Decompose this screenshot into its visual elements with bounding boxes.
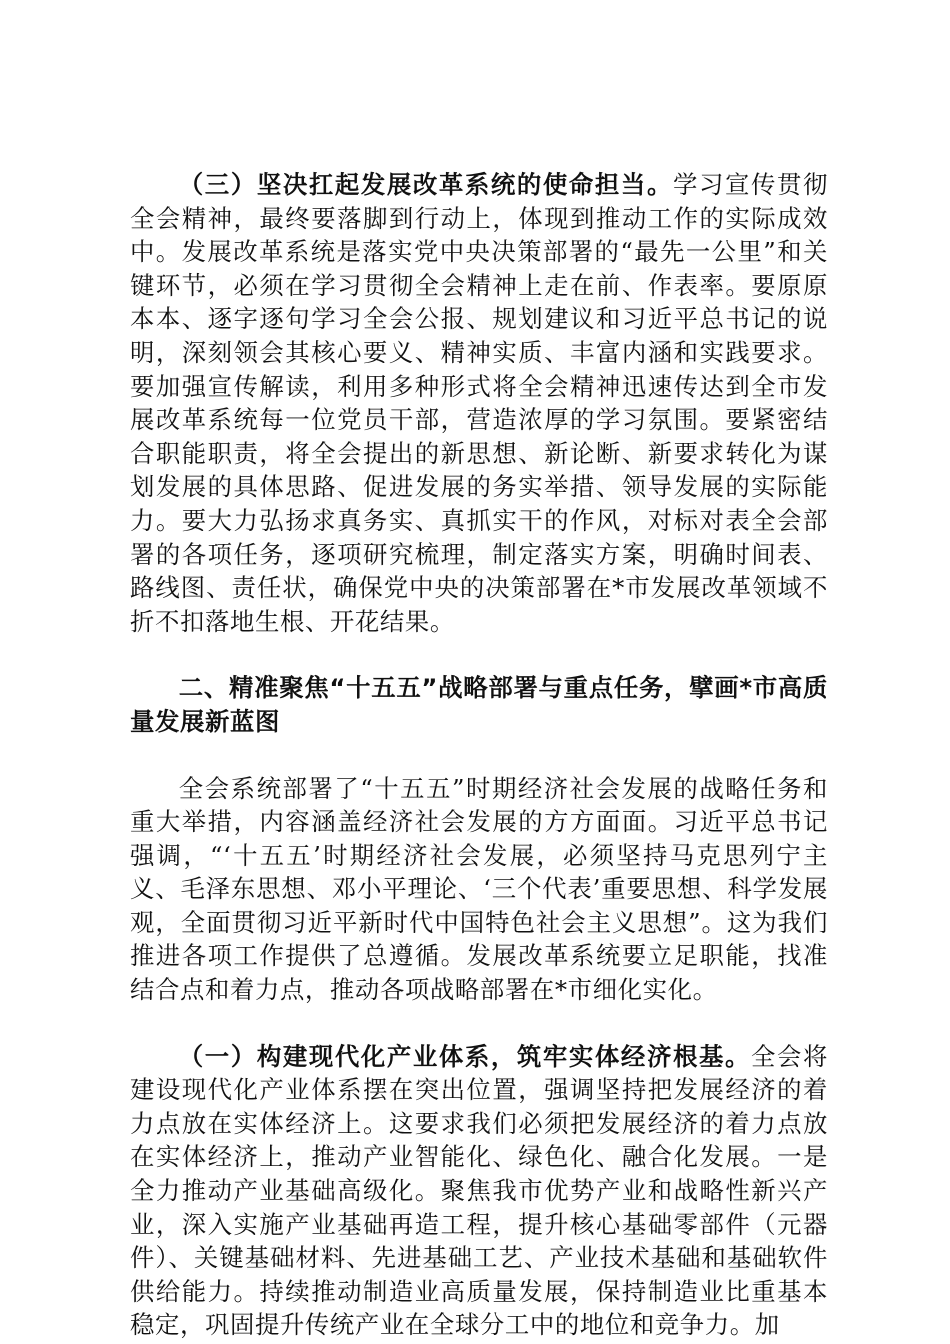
paragraph-spacer <box>130 739 828 772</box>
paragraph-mission-title: （三）坚决扛起发展改革系统的使命担当。 <box>178 170 673 199</box>
paragraph-industry <box>130 1040 828 1342</box>
paragraph-strategy: 全会系统部署了“十五五”时期经济社会发展的战略任务和重大举措，内容涵盖经济社会发展的方方面面。习近平总书记强调，“‘十五五’时期经济社会发展，必须坚持马克思列宁主义、毛泽东思想、邓小平理论、‘三个代表’重要思想、科学发展观，全面贯彻习近平新时代中国特色社会主义思想”。这为我们推进各项工作提供了总遵循。发展改革系统要立足职能，找准结合点和着力点，推动各项战略部署在*市细化实化。 <box>130 773 828 1005</box>
paragraph-mission <box>130 168 828 638</box>
document-page <box>130 168 828 1342</box>
section-two-heading: 二、精准聚焦“十五五”战略部署与重点任务，擘画*市高质量发展新蓝图 <box>130 673 828 736</box>
paragraph-industry-title: （一）构建现代化产业体系，筑牢实体经济根基。 <box>178 1041 751 1071</box>
paragraph-spacer <box>130 638 828 671</box>
paragraph-spacer <box>130 1007 828 1040</box>
paragraph-mission-body: 学习宣传贯彻全会精神，最终要落脚到行动上，体现到推动工作的实际成效中。发展改革系统是落实党中央决策部署的“最先一公里”和关键环节，必须在学习贯彻全会精神上走在前、作表率。要原原本本、逐字逐句学习全会公报、规划建议和习近平总书记的说明，深刻领会其核心要义、精神实质、丰富内涵和实践要求。要加强宣传解读，利用多种形式将全会精神迅速传达到全市发展改革系统每一位党员干部，营造浓厚的学习氛围。要紧密结合职能职责，将全会提出的新思想、新论断、新要求转化为谋划发展的具体思路、促进发展的务实举措、领导发展的实际能力。要大力弘扬求真务实、真抓实干的作风，对标对表全会部署的各项任务，逐项研究梳理，制定落实方案，明确时间表、路线图、责任状，确保党中央的决策部署在*市发展改革领域不折不扣落地生根、开花结果。 <box>130 170 829 636</box>
paragraph-industry-body: 全会将建设现代化产业体系摆在突出位置，强调坚持把发展经济的着力点放在实体经济上。这要求我们必须把发展经济的着力点放在实体经济上，推动产业智能化、绿色化、融合化发展。一是全力推动产业基础高级化。聚焦我市优势产业和战略性新兴产业，深入实施产业基础再造工程，提升核心基础零部件（元器件）、关键基础材料、先进基础工艺、产业技术基础和基础软件供给能力。持续推动制造业高质量发展，保持制造业比重基本稳定，巩固提升传统产业在全球分工中的地位和竞争力。加 <box>130 1041 828 1340</box>
